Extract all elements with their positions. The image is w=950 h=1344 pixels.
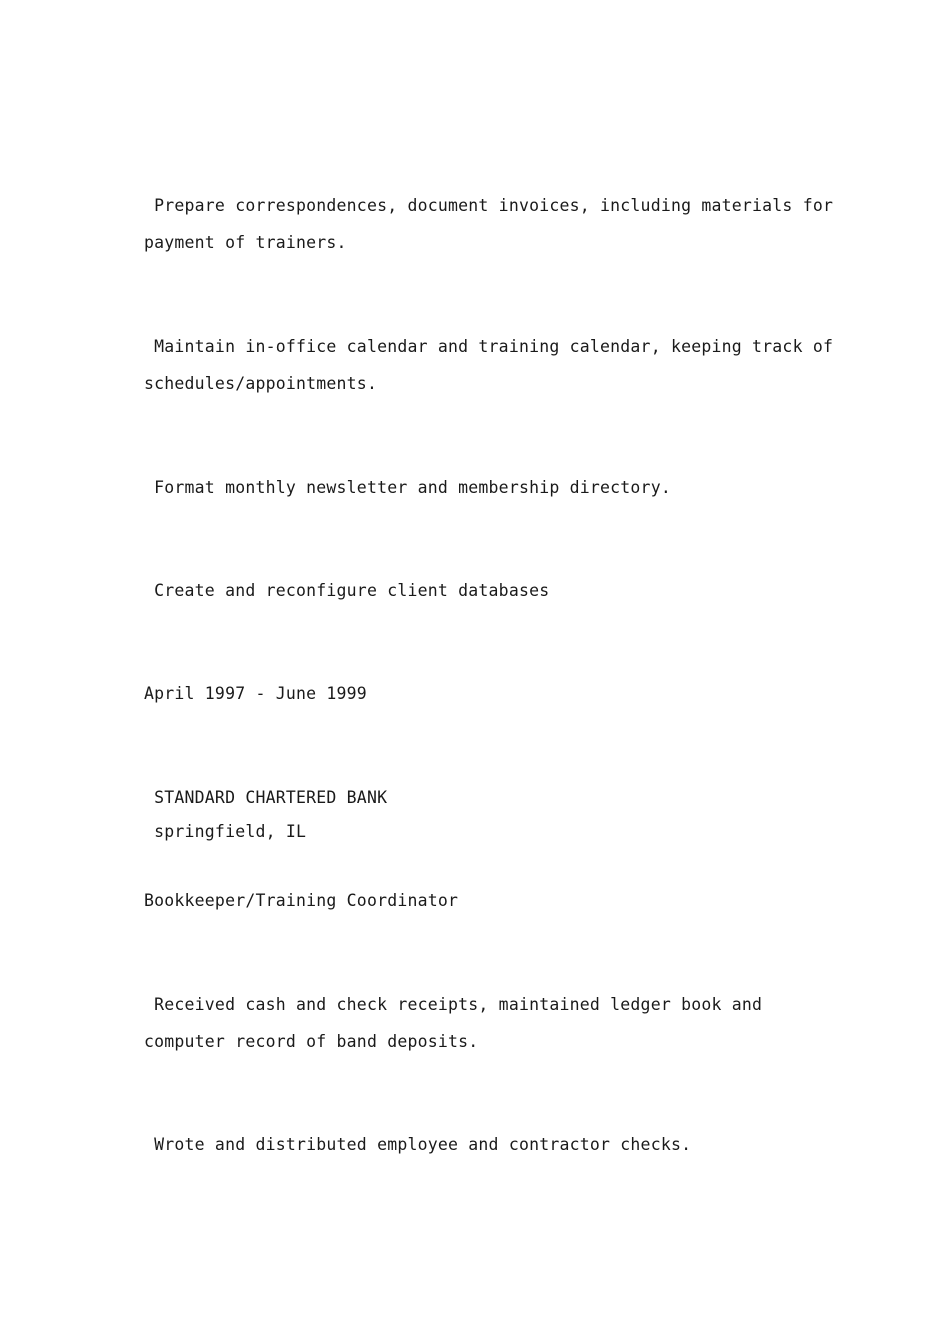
duty-format-newsletter: Format monthly newsletter and membership directory. [144,478,671,497]
duty-prepare-correspondence-line-1: Prepare correspondences, document invoices, including materials for [144,196,834,215]
duty-wrote-checks: Wrote and distributed employee and contractor checks. [144,1135,692,1154]
duty-maintain-calendar-line-2: schedules/appointments. [144,374,378,393]
employer-location: springfield, IL [144,822,307,841]
employment-date-range: April 1997 - June 1999 [144,684,367,703]
duty-prepare-correspondence-line-2: payment of trainers. [144,233,347,252]
job-title: Bookkeeper/Training Coordinator [144,891,459,910]
duty-received-receipts-line-2: computer record of band deposits. [144,1032,479,1051]
duty-create-databases: Create and reconfigure client databases [144,581,550,600]
duty-received-receipts-line-1: Received cash and check receipts, maintained ledger book and [144,995,763,1014]
employer-name: STANDARD CHARTERED BANK [144,788,388,807]
duty-maintain-calendar-line-1: Maintain in-office calendar and training calendar, keeping track of [144,337,834,356]
